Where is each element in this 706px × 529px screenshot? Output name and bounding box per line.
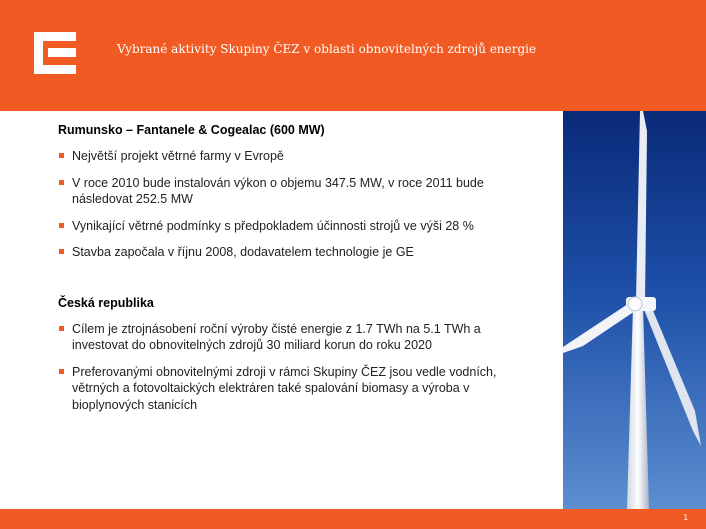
bullet-square-icon [59,369,64,374]
list-item: Vynikající větrné podmínky s předpokladem účinnosti strojů ve výši 28 % [58,218,498,235]
wind-turbine-image [563,111,706,509]
slide-title: Vybrané aktivity Skupiny ČEZ v oblasti obnovitelných zdrojů energie [117,42,537,56]
list-item: Preferovanými obnovitelnými zdroji v rámci Skupiny ČEZ jsou vedle vodních, větrných a fotovoltaických elektráren také spalování biomasy a výroba v bioplynových stanicích [58,364,498,414]
list-item: Stavba započala v říjnu 2008, dodavatelem technologie je GE [58,244,498,261]
header-bar [0,0,706,111]
cez-logo-icon [34,32,76,74]
bullet-list-romania [58,148,498,261]
section-heading-romania: Rumunsko – Fantanele & Cogealac (600 MW) [58,123,325,137]
bullet-square-icon [59,326,64,331]
section-heading-czech: Česká republika [58,295,154,310]
list-item: Největší projekt větrné farmy v Evropě [58,148,498,165]
list-item: V roce 2010 bude instalován výkon o objemu 347.5 MW, v roce 2011 bude následovat 252.5 MW [58,175,498,208]
bullet-square-icon [59,249,64,254]
footer-bar [0,509,706,529]
bullet-square-icon [59,153,64,158]
list-item: Cílem je ztrojnásobení roční výroby čisté energie z 1.7 TWh na 5.1 TWh a investovat do obnovitelných zdrojů 30 miliard korun do roku 2020 [58,321,498,354]
page-number: 1 [683,513,688,522]
slide-content [58,120,498,413]
bullet-square-icon [59,180,64,185]
bullet-list-czech [58,321,498,414]
bullet-square-icon [59,223,64,228]
